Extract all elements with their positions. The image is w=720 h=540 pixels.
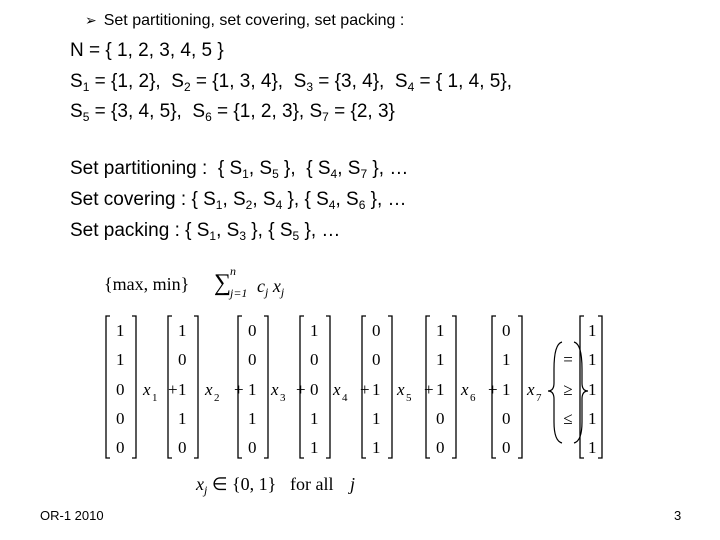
s7-value: = {2, 3} [328, 101, 395, 122]
objective-prefix: {max, min} [104, 274, 190, 294]
rhs-cell: 1 [588, 438, 597, 457]
matrix-cell: 1 [248, 380, 257, 399]
column-right-bracket [452, 316, 456, 458]
matrix-cell: 0 [436, 409, 445, 428]
arrow-bullet-icon: ➢ [85, 13, 97, 29]
domain-index: j [350, 474, 356, 494]
s1-sub: 1 [82, 80, 90, 94]
column-variable: x [205, 380, 213, 399]
plus-operator: + [234, 380, 244, 399]
partitioning-text-b: , S [248, 158, 273, 179]
s5-name: S [70, 101, 83, 122]
packing-text-d: }, { S [246, 220, 293, 241]
bullet-text: Set partitioning, set covering, set packing : [103, 12, 405, 29]
column-variable: x [333, 380, 341, 399]
matrix-cell: 1 [116, 350, 125, 369]
packing-sub-c: 3 [239, 229, 247, 243]
plus-operator: + [360, 380, 370, 399]
covering-sub-e: 4 [275, 198, 283, 212]
s3-name: S [293, 71, 307, 92]
partitioning-sub-c: 5 [272, 167, 279, 181]
column-variable-sub: 7 [536, 392, 542, 404]
matrix-cell: 1 [372, 438, 381, 457]
s4-name: S [394, 71, 408, 92]
sum-upper: n [230, 264, 236, 278]
matrix-cell: 0 [310, 380, 319, 399]
partitioning-sub-g: 7 [360, 167, 368, 181]
partitioning-text-d: }, { S [278, 158, 331, 179]
covering-sub-c: 2 [245, 198, 253, 212]
set-n-text: N = { 1, 2, 3, 4, 5 } [70, 40, 224, 61]
partitioning-sub-a: 1 [242, 167, 249, 181]
matrix-cell: 0 [116, 380, 125, 399]
footer-left: OR-1 2010 [40, 508, 104, 523]
matrix-cell: 1 [502, 350, 511, 369]
matrix-cell: 1 [310, 438, 319, 457]
partitioning-sub-e: 4 [330, 167, 338, 181]
matrix-cell: 0 [502, 438, 511, 457]
relation-equal: = [563, 350, 573, 369]
column-variable-sub: 1 [152, 392, 158, 404]
rhs-cell: 1 [588, 380, 597, 399]
column-variable-sub: 2 [214, 392, 220, 404]
matrix-cell: 1 [436, 350, 445, 369]
rhs-cell: 1 [588, 350, 597, 369]
column-variable-sub: 3 [280, 392, 286, 404]
packing-sub-a: 1 [209, 229, 217, 243]
column-right-bracket [264, 316, 268, 458]
matrix-cell: 1 [116, 321, 125, 340]
matrix-cell: 0 [116, 409, 125, 428]
column-variable: x [461, 380, 469, 399]
s1-value: = {1, 2}, [89, 71, 172, 92]
s2-value: = {1, 3, 4}, [190, 71, 294, 92]
packing-sub-e: 5 [292, 229, 300, 243]
s6-value: = {1, 2, 3}, [211, 101, 310, 122]
column-variable-sub: 6 [470, 392, 476, 404]
matrix-cell: 0 [372, 350, 381, 369]
plus-operator: + [488, 380, 498, 399]
column-variable: x [527, 380, 535, 399]
column-variable: x [271, 380, 279, 399]
covering-text-h: , S [335, 189, 359, 210]
matrix-cell: 0 [248, 321, 257, 340]
matrix-cell: 1 [436, 380, 445, 399]
s5-value: = {3, 4, 5}, [89, 101, 193, 122]
matrix-cell: 0 [502, 321, 511, 340]
packing-label: Set packing : { S [70, 220, 210, 241]
covering-text-j: }, … [365, 189, 407, 210]
rhs-right-bracket [598, 316, 602, 458]
covering-text-b: , S [222, 189, 246, 210]
domain-set: ∈ {0, 1} [207, 474, 277, 494]
domain-forall: for all [290, 474, 334, 494]
rhs-cell: 1 [588, 409, 597, 428]
matrix-cell: 1 [248, 409, 257, 428]
s1-name: S [70, 71, 83, 92]
matrix-cell: 1 [310, 409, 319, 428]
s6-sub: 6 [205, 110, 212, 124]
covering-sub-g: 4 [328, 198, 336, 212]
domain-sub: j [204, 483, 208, 497]
matrix-cell: 1 [178, 321, 187, 340]
matrix-cell: 1 [178, 409, 187, 428]
matrix-cell: 1 [310, 321, 319, 340]
rhs-cell: 1 [588, 321, 597, 340]
column-right-bracket [132, 316, 136, 458]
column-variable-sub: 5 [406, 392, 412, 404]
packing-text-f: }, … [299, 220, 341, 241]
column-right-bracket [194, 316, 198, 458]
matrix-cell: 0 [502, 409, 511, 428]
matrix-cell: 1 [372, 409, 381, 428]
s3-sub: 3 [306, 80, 313, 94]
s7-name: S [309, 101, 323, 122]
column-right-bracket [518, 316, 522, 458]
domain-line [196, 474, 276, 495]
matrix-cell: 1 [178, 380, 187, 399]
relation-leq: ≤ [563, 409, 573, 428]
matrix-cell: 0 [248, 438, 257, 457]
covering-sub-i: 6 [358, 198, 366, 212]
plus-operator: + [168, 380, 178, 399]
s4-sub: 4 [407, 80, 415, 94]
matrix-cell: 0 [178, 438, 187, 457]
s5-sub: 5 [82, 110, 90, 124]
column-variable: x [143, 380, 151, 399]
covering-text-f: }, { S [282, 189, 329, 210]
column-right-bracket [388, 316, 392, 458]
matrix-cell: 0 [372, 321, 381, 340]
matrix-cell: 1 [436, 321, 445, 340]
partitioning-text-f: , S [337, 158, 361, 179]
relation-right-brace [574, 342, 588, 443]
relation-geq: ≥ [563, 380, 573, 399]
column-left-bracket [106, 316, 110, 458]
matrix-cell: 0 [310, 350, 319, 369]
matrix-cell: 0 [178, 350, 187, 369]
covering-sub-a: 1 [215, 198, 223, 212]
matrix-cell: 0 [248, 350, 257, 369]
sum-lower: j=1 [230, 286, 248, 300]
sum-icon: ∑ [214, 270, 232, 296]
s6-name: S [192, 101, 206, 122]
s2-sub: 2 [183, 80, 191, 94]
s7-sub: 7 [322, 110, 329, 124]
plus-operator: + [424, 380, 434, 399]
domain-var: x [196, 474, 204, 494]
matrix-cell: 0 [116, 438, 125, 457]
plus-operator: + [296, 380, 306, 399]
matrix-cell: 1 [372, 380, 381, 399]
matrix-cell: 1 [502, 380, 511, 399]
page-number: 3 [674, 508, 682, 523]
covering-text-d: , S [252, 189, 276, 210]
covering-label: Set covering : { S [70, 189, 216, 210]
column-right-bracket [326, 316, 330, 458]
partitioning-text-h: }, … [367, 158, 409, 179]
matrix-cell: 0 [436, 438, 445, 457]
s2-name: S [171, 71, 184, 92]
column-variable: x [397, 380, 405, 399]
relation-left-brace [548, 342, 562, 443]
s3-value: = {3, 4}, [313, 71, 395, 92]
packing-text-b: , S [216, 220, 240, 241]
partitioning-label: Set partitioning : { S [70, 158, 243, 179]
column-variable-sub: 4 [342, 392, 348, 404]
s4-value: = { 1, 4, 5}, [414, 71, 512, 92]
sum-body: $c_j$ $x_j$ [257, 276, 285, 299]
